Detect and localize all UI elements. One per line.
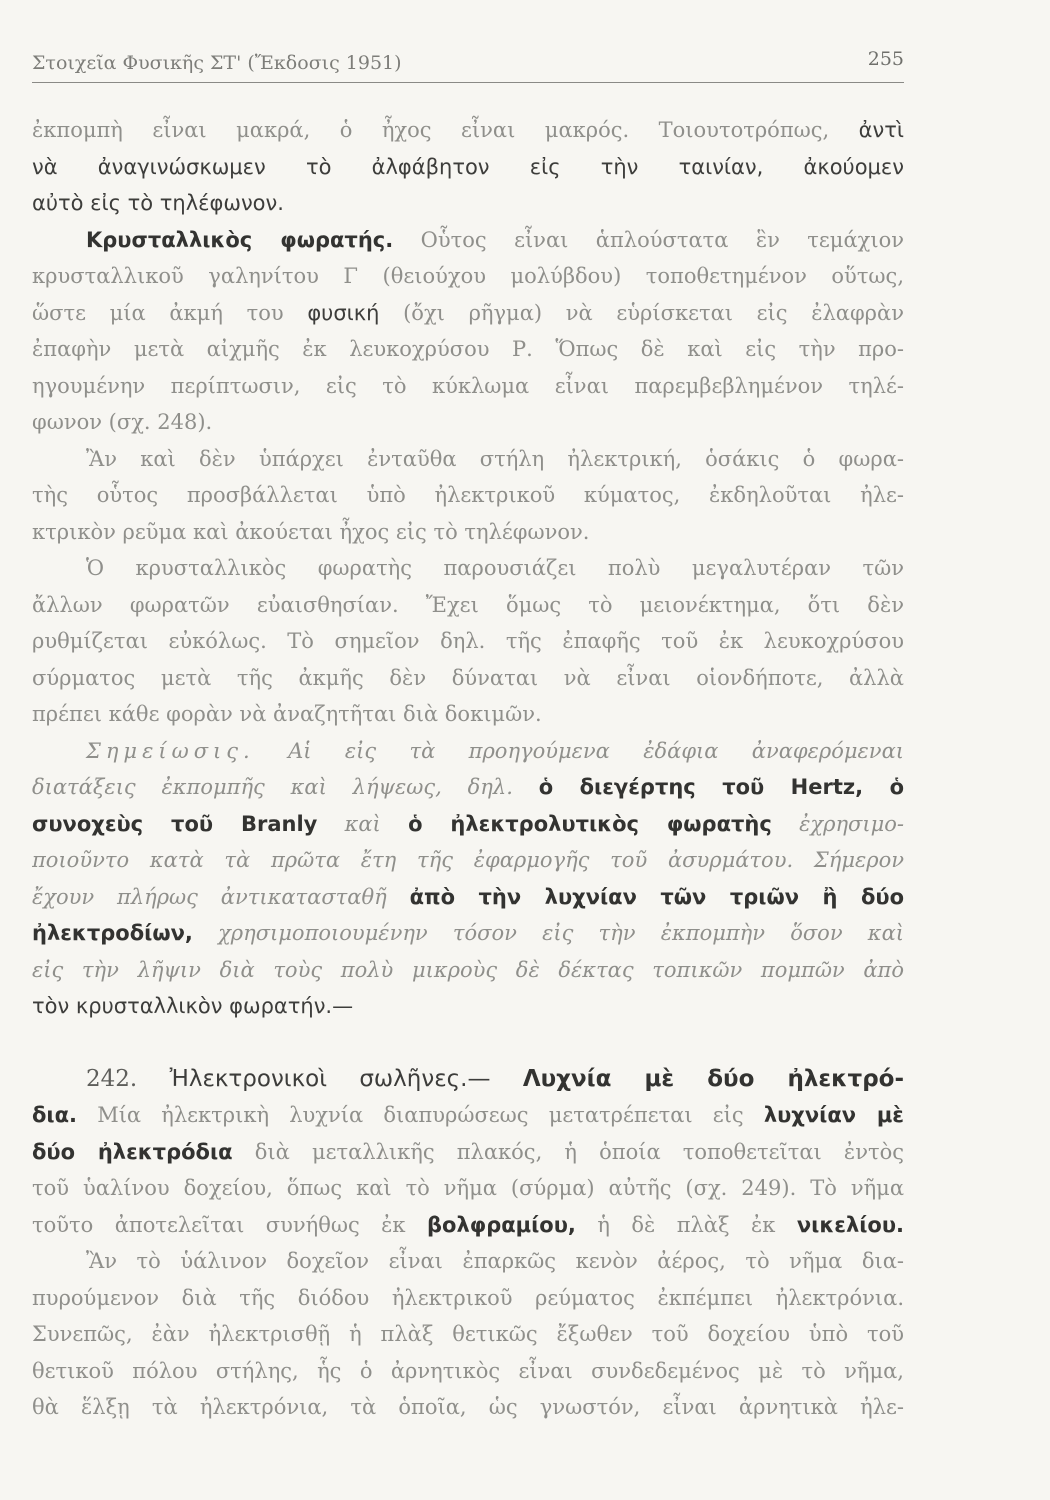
text-line: εἰς τὴν λῆψιν διὰ τοὺς πολὺ μικροὺς δὲ δέκτας τοπικῶν πομπῶν ἀπὸ <box>32 957 904 982</box>
text-line: δια. Μία ἠλεκτρικὴ λυχνία διαπυρώσεως μετατρέπεται εἰς λυχνίαν μὲ <box>32 1103 904 1127</box>
text-line: κτρικὸν ρεῦμα καὶ ἀκούεται ἦχος εἰς τὸ τηλέφωνον. <box>32 519 590 544</box>
note-label: Σημείωσις. <box>86 738 255 763</box>
text-line: Συνεπῶς, ἐὰν ἠλεκτρισθῇ ἡ πλὰξ θετικῶς ἔξωθεν τοῦ δοχείου ὑπὸ τοῦ <box>32 1322 904 1346</box>
bold-word: φυσική <box>307 300 380 325</box>
text-line: πυρούμενον διὰ τῆς διόδου ἠλεκτρικοῦ ρεύματος ἐκπέμπει ἠλεκτρόνια. <box>32 1285 904 1310</box>
section-title: Ἠλεκτρονικοὶ σωλῆνες.— <box>169 1065 491 1092</box>
text-line: συνοχεὺς τοῦ Branly καὶ ὁ ἠλεκτρολυτικὸς φωρατὴς ἐχρησιμο- <box>32 811 904 836</box>
paragraph <box>32 550 904 733</box>
bold-phrase: ὁ ἠλεκτρολυτικὸς φωρατὴς <box>408 811 772 836</box>
paragraph-heading: Κρυσταλλικὸς φωρατής. <box>86 227 394 252</box>
text-line: Ἂν καὶ δὲν ὑπάρχει ἐνταῦθα στήλη ἠλεκτρική, ὁσάκις ὁ φωρα- <box>86 446 904 471</box>
bold-word: βολφραμίου, <box>427 1212 576 1237</box>
text-line: τὴς οὗτος προσβάλλεται ὑπὸ ἠλεκτρικοῦ κύματος, ἐκδηλοῦται ἠλε- <box>32 483 904 507</box>
section-heading <box>32 1061 904 1098</box>
bold-phrase: ὁ διεγέρτης τοῦ Hertz, ὁ <box>538 775 904 799</box>
text-line: Κρυσταλλικὸς φωρατής. Οὗτος εἶναι ἁπλούστατα ἓν τεμάχιον <box>86 227 904 252</box>
text-line: τοῦτο ἀποτελεῖται συνήθως ἐκ βολφραμίου, ἡ δὲ πλὰξ ἐκ νικελίου. <box>32 1212 904 1237</box>
note-paragraph <box>32 733 904 1025</box>
text-line: σύρματος μετὰ τῆς ἀκμῆς δὲν δύναται νὰ εἶναι οἱονδήποτε, ἀλλὰ <box>32 665 904 690</box>
text-line: ρυθμίζεται εὐκόλως. Τὸ σημεῖον δηλ. τῆς ἐπαφῆς τοῦ ἐκ λευκοχρύσου <box>32 629 904 653</box>
text-line: ἠλεκτροδίων, χρησιμοποιουμένην τόσον εἰς τὴν ἐκπομπὴν ὅσον καὶ <box>32 921 904 945</box>
section-subtitle: Λυχνία μὲ δύο ἠλεκτρό- <box>522 1065 904 1092</box>
text-line: ἐπαφὴν μετὰ αἰχμῆς ἐκ λευκοχρύσου Ρ. Ὅπως δὲ καὶ εἰς τὴν προ- <box>32 337 904 361</box>
text-line: τοῦ ὑαλίνου δοχείου, ὅπως καὶ τὸ νῆμα (σύρμα) αὐτῆς (σχ. 249). Τὸ νῆμα <box>32 1176 904 1200</box>
text-line: θετικοῦ πόλου στήλης, ἧς ὁ ἀρνητικὸς εἶναι συνδεδεμένος μὲ τὸ νῆμα, <box>32 1358 904 1383</box>
header-title: Στοιχεῖα Φυσικῆς ΣΤ' (Ἔκδοσις 1951) <box>32 52 402 74</box>
page-number: 255 <box>867 48 904 70</box>
text-line: κρυσταλλικοῦ γαληνίτου Γ (θειούχου μολύβδου) τοποθετημένον οὕτως, <box>32 264 904 288</box>
text-line: τὸν κρυσταλλικὸν φωρατήν.— <box>32 994 354 1018</box>
text-line: αὐτὸ εἰς τὸ τηλέφωνον. <box>32 191 284 215</box>
bold-phrase: ἀντὶ <box>858 118 904 142</box>
text-line: ἄλλων φωρατῶν εὐαισθησίαν. Ἔχει ὅμως τὸ μειονέκτημα, ὅτι δὲν <box>32 592 904 617</box>
text-line: πρέπει κάθε φορὰν νὰ ἀναζητῆται διὰ δοκιμῶν. <box>32 702 542 726</box>
section-242 <box>32 1061 904 1426</box>
section-gap <box>32 1025 904 1061</box>
bold-phrase: λυχνίαν μὲ <box>763 1103 904 1127</box>
bold-phrase: ἀπὸ τὴν λυχνίαν τῶν τριῶν ἢ δύο <box>409 884 904 909</box>
text-line: ἐκπομπὴ εἶναι μακρά, ὁ ἦχος εἶναι μακρός. Τοιουτοτρόπως, ἀντὶ <box>32 118 904 142</box>
bold-word: νικελίου. <box>796 1212 904 1237</box>
paragraph <box>32 441 904 551</box>
text-line: διατάξεις ἐκπομπῆς καὶ λήψεως, δηλ. ὁ διεγέρτης τοῦ Hertz, ὁ <box>32 775 904 799</box>
bold-phrase: συνοχεὺς τοῦ Branly <box>32 811 318 836</box>
text-line: θὰ ἕλξῃ τὰ ἠλεκτρόνια, τὰ ὁποῖα, ὡς γνωστόν, εἶναι ἀρνητικὰ ἠλε- <box>32 1395 904 1419</box>
paragraph-continuation <box>32 112 904 222</box>
text-line: ποιοῦντο κατὰ τὰ πρῶτα ἔτη τῆς ἐφαρμογῆς τοῦ ἀσυρμάτου. Σήμερον <box>32 848 904 872</box>
page-body <box>32 112 904 1426</box>
text-line: ἔχουν πλήρως ἀντικατασταθῆ ἀπὸ τὴν λυχνίαν τῶν τριῶν ἢ δύο <box>32 884 904 909</box>
running-header <box>32 48 904 83</box>
text-line: Ἂν τὸ ὑάλινον δοχεῖον εἶναι ἐπαρκῶς κενὸν ἀέρος, τὸ νῆμα δια- <box>86 1249 904 1273</box>
bold-word: ἠλεκτροδίων, <box>32 921 193 945</box>
text-line: νὰ ἀναγινώσκωμεν τὸ ἀλφάβητον εἰς τὴν ταινίαν, ἀκούομεν <box>32 154 904 179</box>
bold-phrase: δύο ἠλεκτρόδια <box>32 1139 233 1164</box>
section-number: 242. <box>86 1065 138 1092</box>
text-line: φωνον (σχ. 248). <box>32 410 213 434</box>
paragraph-crystal-detector <box>32 222 904 441</box>
text-line: δύο ἠλεκτρόδια διὰ μεταλλικῆς πλακός, ἡ ὁποία τοποθετεῖται ἐντὸς <box>32 1139 904 1164</box>
text-line: Ὁ κρυσταλλικὸς φωρατὴς παρουσιάζει πολὺ μεγαλυτέραν τῶν <box>86 556 904 580</box>
text-line: ηγουμένην περίπτωσιν, εἰς τὸ κύκλωμα εἶναι παρεμβεβλημένον τηλέ- <box>32 373 904 398</box>
text-line: Σημείωσις. Αἱ εἰς τὰ προηγούμενα ἐδάφια ἀναφερόμεναι <box>86 738 904 763</box>
text-line: ὥστε μία ἀκμή του φυσική (ὄχι ρῆγμα) νὰ εὑρίσκεται εἰς ἐλαφρὰν <box>32 300 904 325</box>
